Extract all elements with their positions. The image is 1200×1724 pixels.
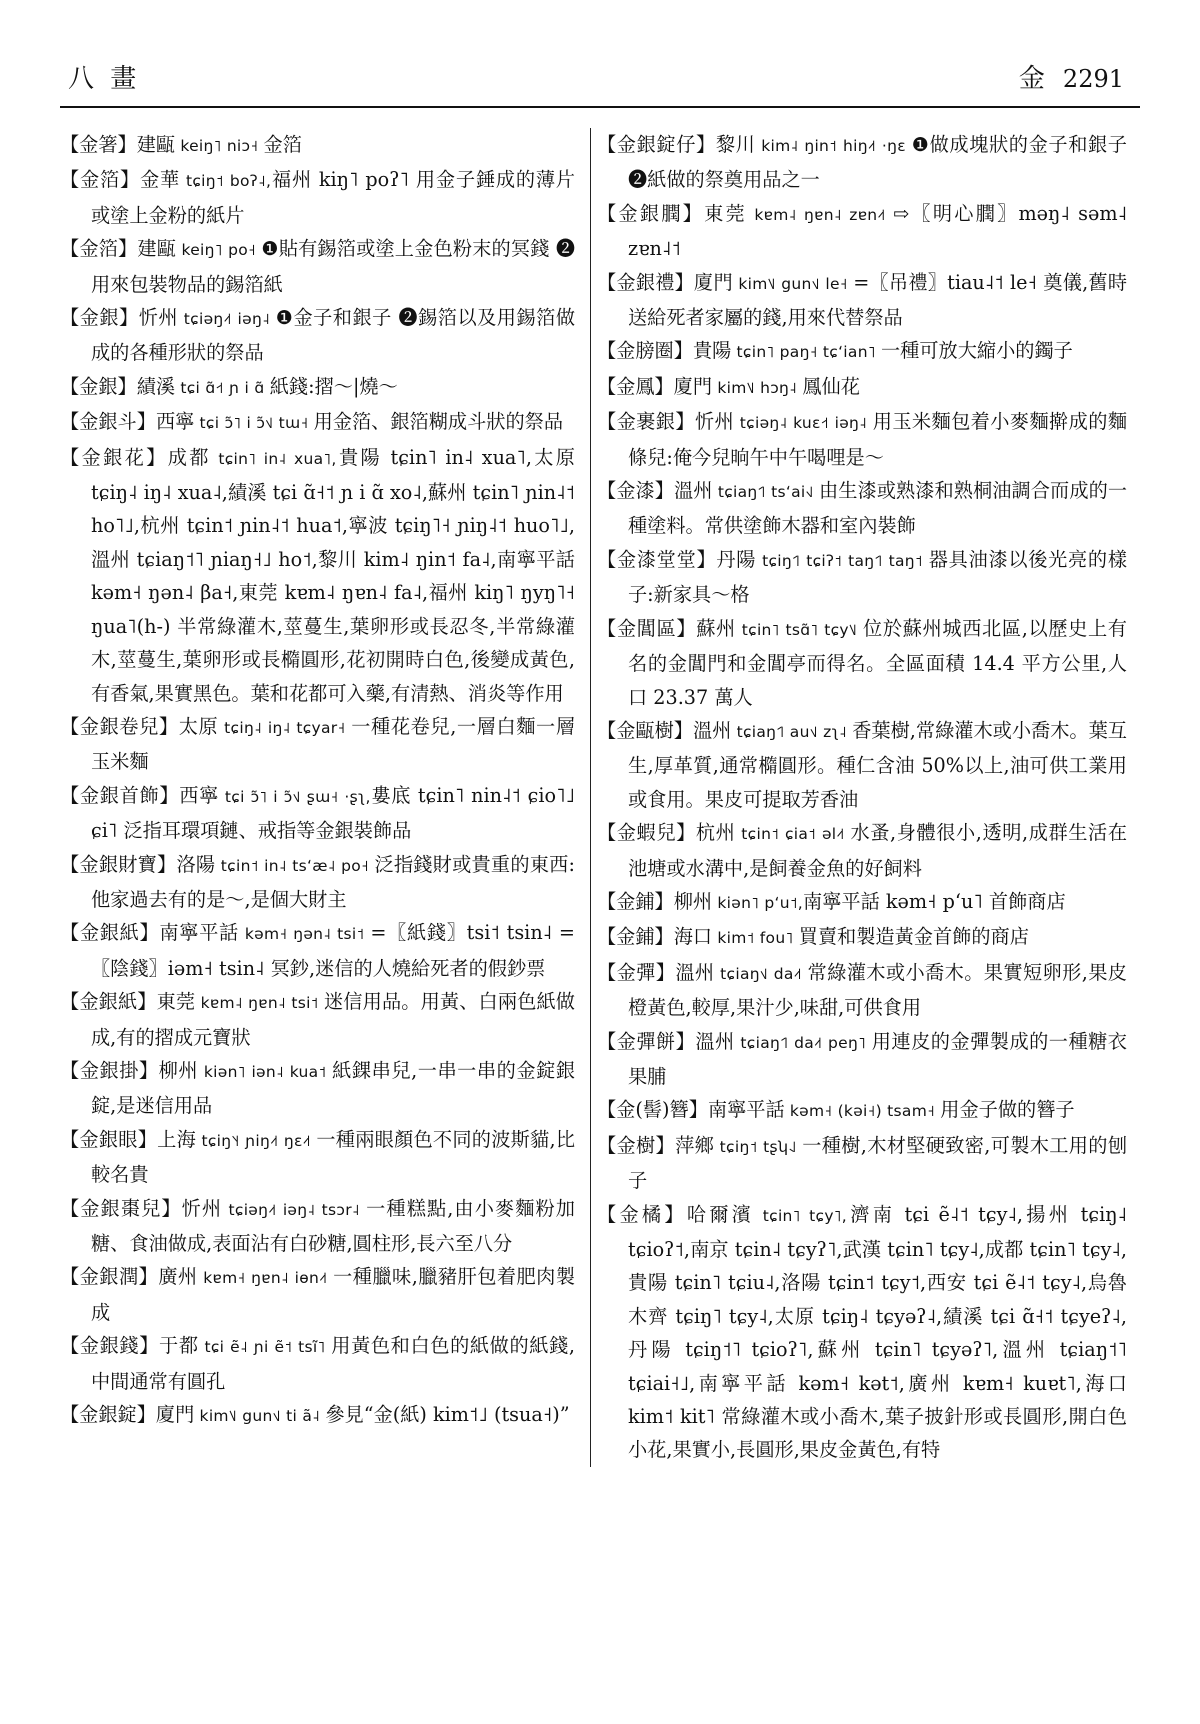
headword: 【金蝦兒】 [597, 821, 696, 845]
definition: 常綠灌木或小喬木。果實短卵形,果皮橙黃色,較厚,果汁少,味甜,可供食用 [628, 960, 1127, 1020]
pronunciation: tɕiaŋ˦˥ tsʻai˧˩ [712, 483, 820, 502]
dictionary-entry [60, 405, 575, 440]
definition: ❶做成塊狀的金子和銀子 ❷紙做的祭奠用品之一 [628, 133, 1127, 192]
dialect-location: 溫州 [692, 718, 732, 742]
pronunciation: tɕiəŋ˨˦ iəŋ˨ tsɔr˨ [222, 1200, 367, 1219]
dictionary-entry [597, 266, 1127, 335]
dialect-location: 南寧平話 [159, 921, 239, 945]
definition: 買賣和製造黃金首飾的商店 [798, 925, 1029, 949]
pronunciation: kim˥˩ gun˦˩ ti ã˨ [194, 1407, 326, 1426]
definition: 泛指錢財或貴重的東西:他家過去有的是～,是個大財主 [91, 852, 576, 911]
definition: 南寧平話 kəm˧ pʻu˥ 首飾商店 [803, 889, 1066, 913]
headword: 【金漆】 [597, 479, 675, 503]
pronunciation: kɐm˧ ŋɐn˨ iɵn˨˦ [197, 1269, 334, 1288]
definition: ❶貼有錫箔或塗上金色粉末的冥錢 ❷用來包裝物品的錫箔紙 [91, 237, 576, 296]
dialect-location: 廈門 [673, 374, 713, 398]
pronunciation: tɕi ɔ̃˥ i ɔ̃˦˩ tɯ˧ [194, 414, 314, 433]
dictionary-entry [597, 885, 1127, 920]
dialect-location: 溫州 [675, 960, 715, 984]
pronunciation: keiŋ˥ niɔ˧ [175, 137, 264, 155]
dictionary-entry [60, 1054, 575, 1123]
dialect-location: 丹陽 [716, 547, 757, 571]
dictionary-entry [60, 1260, 575, 1329]
pronunciation: tɕin˥ paŋ˧ tɕʻian˥ [731, 343, 881, 362]
definition: 金箔 [263, 133, 302, 156]
definition: 貴陽 tɕin˥ in˨ xua˥,太原 tɕiŋ˨ iŋ˨ xua˨,績溪 tɕi ɑ̃˧˦ ɲ i ɑ̃ xo˨,蘇州 tɕin˥ ɲin˨˦ ho˥˩,杭州 tɕin˦ ɲin˨˦ hua˦,寧波 tɕiŋ˥˧ ɲiŋ˨˦ huo˥˩,溫州 tɕiaŋ˦˥ ɲiaŋ˧˩ ho˦,黎川 kim˨ ŋin˦ fa˨,南寧平話 kəm˧ ŋən˨ βa˧,東莞 kɐm˨ ŋɐn˨ fa˨,福州 kiŋ˥ ŋyŋ˥˧ ŋua˥(h-) 半常綠灌木,莖蔓生,葉卵形或長忍冬,半常綠灌木,莖蔓生,葉卵形或長橢圓形,花初開時白色,後變成黃色,有香氣,果實黑色。葉和花都可入藥,有清熱、消炎等作用 [91, 445, 575, 705]
definition: 位於蘇州城西北區,以歷史上有名的金閶門和金閶亭而得名。全區面積 14.4 平方公里,人口 23.37 萬人 [628, 616, 1127, 709]
pronunciation: tɕi ẽ˨ ɲi ẽ˦ tsĩ˥ [198, 1338, 332, 1357]
pronunciation: tɕiaŋ˦˥ au˦˩ zʅ˨ [731, 722, 853, 741]
definition: 用黃色和白色的紙做的紙錢,中間通常有圓孔 [91, 1334, 575, 1393]
headword: 【金漆堂堂】 [597, 547, 717, 571]
dictionary-entry [597, 334, 1127, 369]
dialect-location: 海口 [673, 925, 713, 949]
dictionary-entry [597, 197, 1127, 266]
dictionary-entry [60, 301, 575, 370]
dictionary-entry [597, 612, 1127, 714]
headword: 【金彈】 [597, 960, 676, 984]
definition: 一種花卷兒,一層白麵一層玉米麵 [91, 714, 576, 774]
pronunciation: tɕiaŋ˦˩ da˨˦ [714, 964, 808, 983]
dialect-location: 柳州 [673, 889, 713, 913]
header-character: 金 [1018, 64, 1045, 94]
headword: 【金銀財寶】 [60, 852, 177, 876]
dialect-location: 南寧平話 [707, 1098, 785, 1122]
definition: 鳳仙花 [802, 374, 860, 398]
dictionary-entry [60, 441, 575, 710]
dictionary-entry [60, 1192, 575, 1261]
dialect-location: 廈門 [694, 270, 733, 294]
section-title: 八 畫 [68, 64, 141, 94]
dialect-location: 金華 [139, 168, 180, 192]
definition: 水蚤,身體很小,透明,成群生活在池塘或水溝中,是飼養金魚的好飼料 [628, 821, 1128, 880]
dialect-location: 忻州 [138, 306, 179, 330]
dictionary-entry [60, 232, 575, 301]
dialect-location: 溫州 [674, 479, 713, 503]
dialect-location: 建甌 [136, 133, 176, 156]
dictionary-entry [597, 714, 1127, 816]
definition: 婁底 tɕin˥ nin˨˦ ɕio˥˩ ɕi˥ 泛指耳環項鏈、戒指等金銀裝飾品 [91, 783, 576, 843]
pronunciation: tɕin˦ ɕia˦ əl˨˦ [735, 825, 851, 844]
pronunciation: tɕin˦ in˨ tsʻæ˨ po˧ [215, 856, 375, 875]
dictionary-entry [597, 405, 1127, 474]
headword: 【金銀首飾】 [60, 783, 180, 807]
definition: 用連皮的金彈製成的一種糖衣果脯 [628, 1029, 1127, 1088]
dictionary-entry [60, 163, 575, 232]
pronunciation: tɕin˥ in˨ xua˥, [210, 449, 337, 468]
page-number: 2291 [1062, 65, 1124, 93]
dialect-location: 貴陽 [692, 339, 732, 363]
definition: 紙錢:摺～|燒～ [269, 374, 398, 398]
headword: 【金銀紙】 [60, 990, 157, 1014]
pronunciation: tɕiəŋ˨ kuɛ˧˦ iəŋ˨ [734, 414, 873, 433]
headword: 【金箔】 [60, 168, 140, 192]
pronunciation: tɕi ɑ̃˧˦ ɲ i ɑ̃ [175, 378, 270, 397]
pronunciation: keiŋ˥ po˧ [176, 241, 262, 260]
pronunciation: kiən˥ iən˨ kua˦ [198, 1062, 333, 1081]
dictionary-entry [597, 1025, 1127, 1094]
pronunciation: tɕi ɔ̃˥ i ɔ̃˦˩ ʂɯ˧ ·ʂʅ, [218, 787, 371, 806]
dictionary-entry [60, 710, 575, 779]
definition: ⇨〖明心膶〗məŋ˨ səm˨ zɐn˨˦ [628, 201, 1128, 261]
pronunciation: kim˨ ŋin˦ hiŋ˨˦ ·ŋɛ [755, 137, 912, 155]
pronunciation: kəm˧ ŋən˨ tsi˦ [238, 925, 371, 944]
definition: =〖吊禮〗tiau˨˦ le˧ 奠儀,舊時送給死者家屬的錢,用來代替祭品 [628, 270, 1128, 330]
headword: 【金銀錠仔】 [597, 133, 716, 156]
definition: =〖紙錢〗tsi˦ tsin˨ =〖陰錢〗iəm˧ tsin˨ 冥鈔,迷信的人燒給死者的假鈔票 [91, 921, 576, 980]
pronunciation: kim˥˩ hɔŋ˨ [712, 378, 803, 397]
headword: 【金銀】 [60, 374, 137, 398]
dialect-location: 績溪 [136, 374, 176, 398]
dictionary-entry [597, 370, 1127, 405]
dictionary-entry [60, 779, 575, 848]
headword: 【金鳳】 [597, 374, 674, 398]
headword: 【金銀卷兒】 [60, 714, 179, 738]
dialect-location: 廈門 [155, 1403, 195, 1427]
headword: 【金閶區】 [597, 616, 697, 640]
pronunciation: tɕiaŋ˦˥ da˨˦ peŋ˥ [734, 1033, 872, 1052]
definition: 由生漆或熟漆和熟桐油調合而成的一種塗料。常供塗飾木器和室內裝飾 [628, 479, 1128, 538]
dialect-location: 蘇州 [696, 616, 736, 640]
pronunciation: kim˦ fou˥ [712, 929, 799, 948]
right-column [590, 128, 1127, 1467]
definition: 用金子做的簪子 [940, 1098, 1075, 1122]
definition: 一種樹,木材堅硬致密,可製木工用的刨子 [628, 1133, 1128, 1193]
dictionary-entry [597, 1129, 1127, 1198]
definition: 用玉米麵包着小麥麵擀成的麵條兒:俺今兒晌午中午喝哩是～ [628, 410, 1128, 469]
page-header [60, 58, 1140, 98]
dialect-location: 建甌 [137, 237, 177, 261]
definition: 一種可放大縮小的鐲子 [881, 339, 1073, 363]
dialect-location: 溫州 [695, 1029, 735, 1053]
dialect-location: 東莞 [156, 990, 196, 1014]
headword: 【金裹銀】 [597, 410, 695, 434]
pronunciation: tɕiŋ˦ boʔ˨, [179, 172, 272, 191]
definition: 參見“金(紙) kim˦˩ (tsua˧)” [325, 1403, 570, 1427]
definition: 器具油漆以後光亮的樣子:新家具～格 [628, 547, 1128, 607]
headword: 【金膀圈】 [597, 339, 693, 363]
pronunciation: tɕiŋ˦ tʂʮ˨˩ [714, 1137, 803, 1156]
headword: 【金鋪】 [597, 889, 674, 913]
headword: 【金銀膶】 [597, 201, 705, 225]
dialect-location: 柳州 [158, 1058, 199, 1082]
dialect-location: 于都 [159, 1334, 199, 1358]
definition: 濟南 tɕi ẽ˨˦ tɕy˨,揚州 tɕiŋ˨ tɕioʔ˦,南京 tɕin˨ tɕyʔ˥,武漢 tɕin˥ tɕy˨,成都 tɕin˥ tɕy˨,貴陽 tɕin˥ tɕiu˨,洛陽 tɕin˦ tɕy˦,西安 tɕi ẽ˨˦ tɕy˨,烏魯木齊 tɕiŋ˥ tɕy˨,太原 tɕiŋ˨ tɕyəʔ˨,績溪 tɕi ɑ̃˧˦ tɕyeʔ˨,丹陽 tɕiŋ˦˥ tɕioʔ˥,蘇州 tɕin˥ tɕyəʔ˥,溫州 tɕiaŋ˦˥ tɕiai˧˩,南寧平話 kəm˧ kət˦,廣州 kɐm˧ kuɐt˥,海口 kim˦ kit˥ 常綠灌木或小喬木,葉子披針形或長圓形,開白色小花,果實小,長圓形,果皮金黃色,有特 [628, 1202, 1128, 1462]
headword: 【金銀錢】 [60, 1334, 160, 1358]
pronunciation: tɕiŋ˦˥ tɕiʔ˦ taŋ˦˥ taŋ˦ [756, 551, 929, 570]
left-column [60, 128, 575, 1433]
dialect-location: 萍鄉 [675, 1133, 715, 1157]
pronunciation: kim˥˩ gun˦˩ le˧ [732, 274, 854, 293]
dictionary-entry [60, 1123, 575, 1192]
headword: 【金箸】 [60, 133, 137, 156]
dialect-location: 廣州 [158, 1265, 198, 1289]
headword: 【金銀潤】 [60, 1265, 159, 1289]
definition: 一種臘味,臘豬肝包着肥肉製成 [91, 1265, 576, 1324]
definition: 用金箔、銀箔糊成斗狀的祭品 [313, 410, 564, 434]
dictionary-entry [60, 1398, 575, 1433]
pronunciation: tɕiŋ˨ iŋ˨ tɕyar˧ [218, 718, 352, 737]
dialect-location: 西寧 [155, 410, 195, 434]
dictionary-entry [597, 920, 1127, 955]
dictionary-entry [597, 128, 1127, 197]
dictionary-entry [597, 543, 1127, 612]
pronunciation: tɕin˥ tɕy˥, [754, 1206, 847, 1225]
dictionary-entry [60, 370, 575, 405]
dictionary-entry [60, 128, 575, 163]
dictionary-entry [597, 1093, 1127, 1128]
dictionary-entry [60, 985, 575, 1054]
dictionary-entry [597, 956, 1127, 1025]
dialect-location: 上海 [157, 1127, 196, 1151]
dialect-location: 杭州 [695, 821, 736, 845]
definition: 紙錁串兒,一串一串的金錠銀錠,是迷信用品 [91, 1058, 576, 1118]
headword: 【金樹】 [597, 1133, 676, 1157]
dialect-location: 洛陽 [176, 852, 216, 876]
headword: 【金銀禮】 [597, 270, 695, 294]
headword: 【金銀紙】 [60, 921, 160, 945]
headword: 【金銀棗兒】 [60, 1196, 182, 1220]
dialect-location: 哈爾濱 [686, 1202, 755, 1226]
definition: 一種兩眼顏色不同的波斯貓,比較名貴 [91, 1127, 576, 1187]
dictionary-entry [60, 1329, 575, 1398]
dictionary-entry [597, 1198, 1127, 1467]
headword: 【金銀斗】 [60, 410, 156, 434]
dialect-location: 成都 [167, 445, 211, 469]
pronunciation: tɕiəŋ˨˦ iəŋ˨ [178, 310, 276, 329]
dictionary-entry [60, 848, 575, 917]
headword: 【金銀眼】 [60, 1127, 158, 1151]
dialect-location: 忻州 [694, 410, 735, 434]
pronunciation: kɐm˨ ŋɐn˨ zɐn˨˦ [746, 205, 894, 224]
pronunciation: tɕin˥ tsɑ̃˥ tɕy˥˩ [735, 620, 864, 639]
dialect-location: 太原 [178, 714, 219, 738]
headword: 【金銀掛】 [60, 1058, 159, 1082]
dialect-location: 黎川 [715, 133, 756, 156]
pronunciation: tɕiŋ˥˧ ɲiŋ˨˦ ŋɛ˨˦ [196, 1131, 317, 1150]
page-header-right [1019, 58, 1124, 95]
headword: 【金甌樹】 [597, 718, 693, 742]
dialect-location: 忻州 [181, 1196, 223, 1220]
definition: 香葉樹,常綠灌木或小喬木。葉互生,厚革質,通常橢圓形。種仁含油 50%以上,油可供工業用或食用。果皮可提取芳香油 [628, 718, 1127, 811]
definition: 福州 kiŋ˥ poʔ˥ 用金子錘成的薄片或塗上金粉的紙片 [91, 168, 575, 227]
definition: ❶金子和銀子 ❷錫箔以及用錫箔做成的各種形狀的祭品 [91, 306, 576, 365]
header-rule [60, 106, 1140, 108]
definition: 一種糕點,由小麥麵粉加糖、食油做成,表面沾有白砂糖,圓柱形,長六至八分 [91, 1196, 575, 1255]
dictionary-entry [597, 816, 1127, 885]
headword: 【金橘】 [597, 1202, 687, 1226]
definition: 迷信用品。用黃、白兩色紙做成,有的摺成元寶狀 [91, 990, 575, 1049]
dialect-location: 東莞 [704, 201, 747, 225]
dictionary-entry [60, 916, 575, 985]
pronunciation: kəm˧ (kəi˧) tsam˧ [784, 1102, 941, 1121]
headword: 【金銀錠】 [60, 1403, 156, 1427]
headword: 【金彈餅】 [597, 1029, 696, 1053]
dictionary-entry [597, 474, 1127, 543]
headword: 【金銀花】 [60, 445, 168, 469]
pronunciation: kɐm˨ ŋɐn˨ tsi˦ [195, 994, 324, 1013]
dialect-location: 西寧 [179, 783, 219, 807]
headword: 【金箔】 [60, 237, 138, 261]
headword: 【金鋪】 [597, 925, 674, 949]
headword: 【金(髻)簪】 [597, 1098, 708, 1122]
headword: 【金銀】 [60, 306, 139, 330]
pronunciation: kiən˥ pʻu˦, [712, 893, 804, 912]
